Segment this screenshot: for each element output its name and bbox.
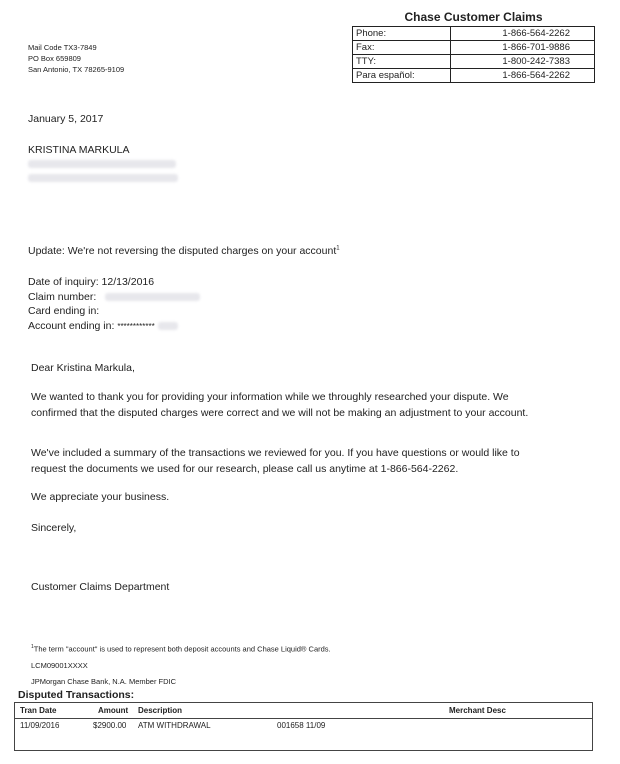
contact-number: 1-866-564-2262 — [451, 69, 595, 83]
claims-contact-box — [352, 10, 595, 83]
bank-line: JPMorgan Chase Bank, N.A. Member FDIC — [31, 677, 177, 686]
claim-number-row — [28, 290, 200, 305]
contact-label: Para español: — [353, 69, 451, 83]
transactions-table — [14, 702, 593, 751]
disputed-transactions-title: Disputed Transactions: — [18, 689, 135, 701]
claims-box-title: Chase Customer Claims — [404, 10, 543, 24]
cell-amount: $2900.00 — [93, 721, 127, 730]
salutation: Dear Kristina Markula, — [31, 362, 135, 374]
cell-reference: 001658 11/09 — [277, 721, 326, 730]
contact-label: Fax: — [353, 41, 451, 55]
update-text: Update: We're not reversing the disputed charges on your account — [28, 245, 337, 257]
inquiry-date: Date of inquiry: 12/13/2016 — [28, 276, 155, 288]
header-tran-date: Tran Date — [20, 706, 57, 715]
card-ending-label: Card ending in: — [28, 305, 100, 317]
contact-row-spanish — [353, 69, 595, 83]
redacted-account-digits — [158, 322, 178, 330]
contact-row-tty — [353, 55, 595, 69]
footnote-marker: 1 — [31, 644, 34, 650]
letter-date: January 5, 2017 — [28, 113, 104, 125]
account-ending-label: Account ending in: — [28, 319, 115, 332]
return-address-line-1: Mail Code TX3-7849 — [28, 43, 97, 52]
account-mask: ************ — [117, 321, 155, 331]
claims-contact-table — [352, 26, 595, 83]
contact-label: Phone: — [353, 27, 451, 41]
footnote-text: The term "account" is used to represent both deposit accounts and Chase Liquid® Cards. — [33, 644, 331, 654]
header-amount: Amount — [98, 706, 129, 715]
footnote-reference: 1 — [336, 245, 340, 252]
account-ending-row — [28, 319, 200, 335]
header-merchant-desc: Merchant Desc — [449, 706, 506, 715]
contact-row-phone — [353, 27, 595, 41]
recipient-name: KRISTINA MARKULA — [28, 144, 130, 156]
update-heading — [28, 245, 340, 257]
redacted-address-line-1 — [28, 160, 176, 168]
cell-description: ATM WITHDRAWAL — [138, 721, 211, 730]
redacted-address-line-2 — [28, 174, 178, 182]
paragraph-summary: We've included a summary of the transactions we reviewed for you. If you have questions or would like to request the documents we used for our research, please call us anytime at 1-866-564-2262. — [31, 447, 520, 475]
paragraph-findings: We wanted to thank you for providing your information while we throughly researched your dispute. We confirmed that the disputed charges were correct and we will not be making an adjustment to your account. — [31, 391, 529, 419]
letter-code: LCM09001XXXX — [31, 661, 88, 670]
redacted-claim-number — [105, 293, 200, 301]
claim-number-label: Claim number: — [28, 290, 97, 303]
signature-line: Customer Claims Department — [31, 581, 170, 593]
contact-number: 1-866-564-2262 — [451, 27, 595, 41]
contact-label: TTY: — [353, 55, 451, 69]
closing-line: Sincerely, — [31, 522, 77, 534]
contact-number: 1-866-701-9886 — [451, 41, 595, 55]
contact-row-fax — [353, 41, 595, 55]
return-address-line-2: PO Box 659809 — [28, 54, 81, 63]
header-divider — [15, 718, 592, 719]
return-address-line-3: San Antonio, TX 78265-9109 — [28, 65, 125, 74]
inquiry-details — [28, 275, 200, 334]
contact-number: 1-800-242-7383 — [451, 55, 595, 69]
cell-tran-date: 11/09/2016 — [20, 721, 60, 730]
appreciation-line: We appreciate your business. — [31, 491, 170, 503]
return-address — [28, 42, 124, 75]
footnote — [31, 644, 331, 654]
header-description: Description — [138, 706, 183, 715]
